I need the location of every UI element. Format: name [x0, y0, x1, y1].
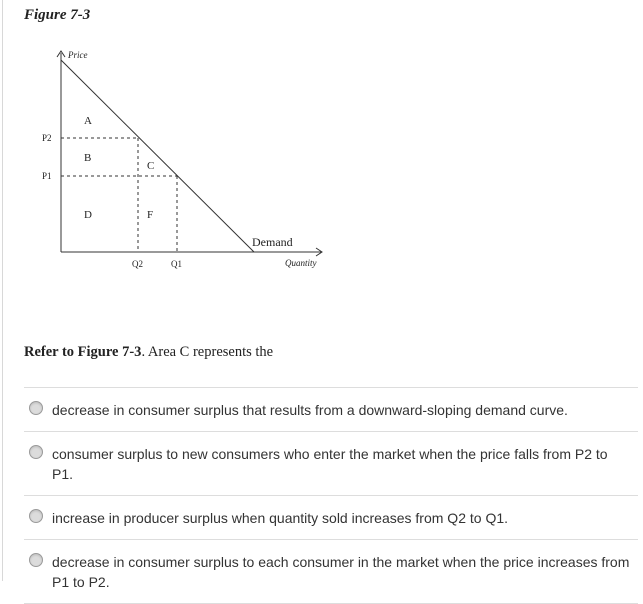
- question-text: [24, 344, 273, 361]
- area-c-label: C: [147, 160, 155, 172]
- question-body: . Area C represents the: [141, 344, 274, 360]
- answer-option-text: increase in producer surplus when quantity sold increases from Q2 to Q1.: [52, 510, 509, 526]
- area-d-label: D: [84, 209, 92, 221]
- question-figure-ref: Refer to Figure 7-3: [24, 344, 142, 360]
- answer-option-text: decrease in consumer surplus that results from a downward-sloping demand curve.: [52, 402, 568, 418]
- p2-label: P2: [42, 133, 52, 143]
- radio-button[interactable]: [29, 553, 43, 567]
- answer-option-2[interactable]: [24, 431, 638, 495]
- supply-demand-diagram: [0, 0, 643, 300]
- answer-option-1[interactable]: [24, 387, 638, 431]
- area-f-label: F: [147, 209, 154, 221]
- y-axis-label: Price: [68, 50, 88, 60]
- answer-options: [24, 387, 638, 604]
- radio-button[interactable]: [29, 445, 43, 459]
- figure-title: Figure 7-3: [24, 7, 91, 23]
- p1-label: P1: [42, 171, 52, 181]
- q1-label: Q1: [171, 259, 182, 269]
- answer-option-text: consumer surplus to new consumers who enter the market when the price falls from P2 to P1.: [52, 446, 608, 482]
- answer-option-4[interactable]: [24, 539, 638, 604]
- x-axis-label: Quantity: [285, 258, 317, 268]
- area-b-label: B: [84, 152, 92, 164]
- answer-option-text: decrease in consumer surplus to each consumer in the market when the price increases from P1 to P2.: [52, 554, 630, 590]
- answer-option-3[interactable]: [24, 495, 638, 539]
- q2-label: Q2: [132, 259, 143, 269]
- radio-button[interactable]: [29, 401, 43, 415]
- demand-label: Demand: [252, 235, 293, 249]
- area-a-label: A: [84, 115, 92, 127]
- radio-button[interactable]: [29, 509, 43, 523]
